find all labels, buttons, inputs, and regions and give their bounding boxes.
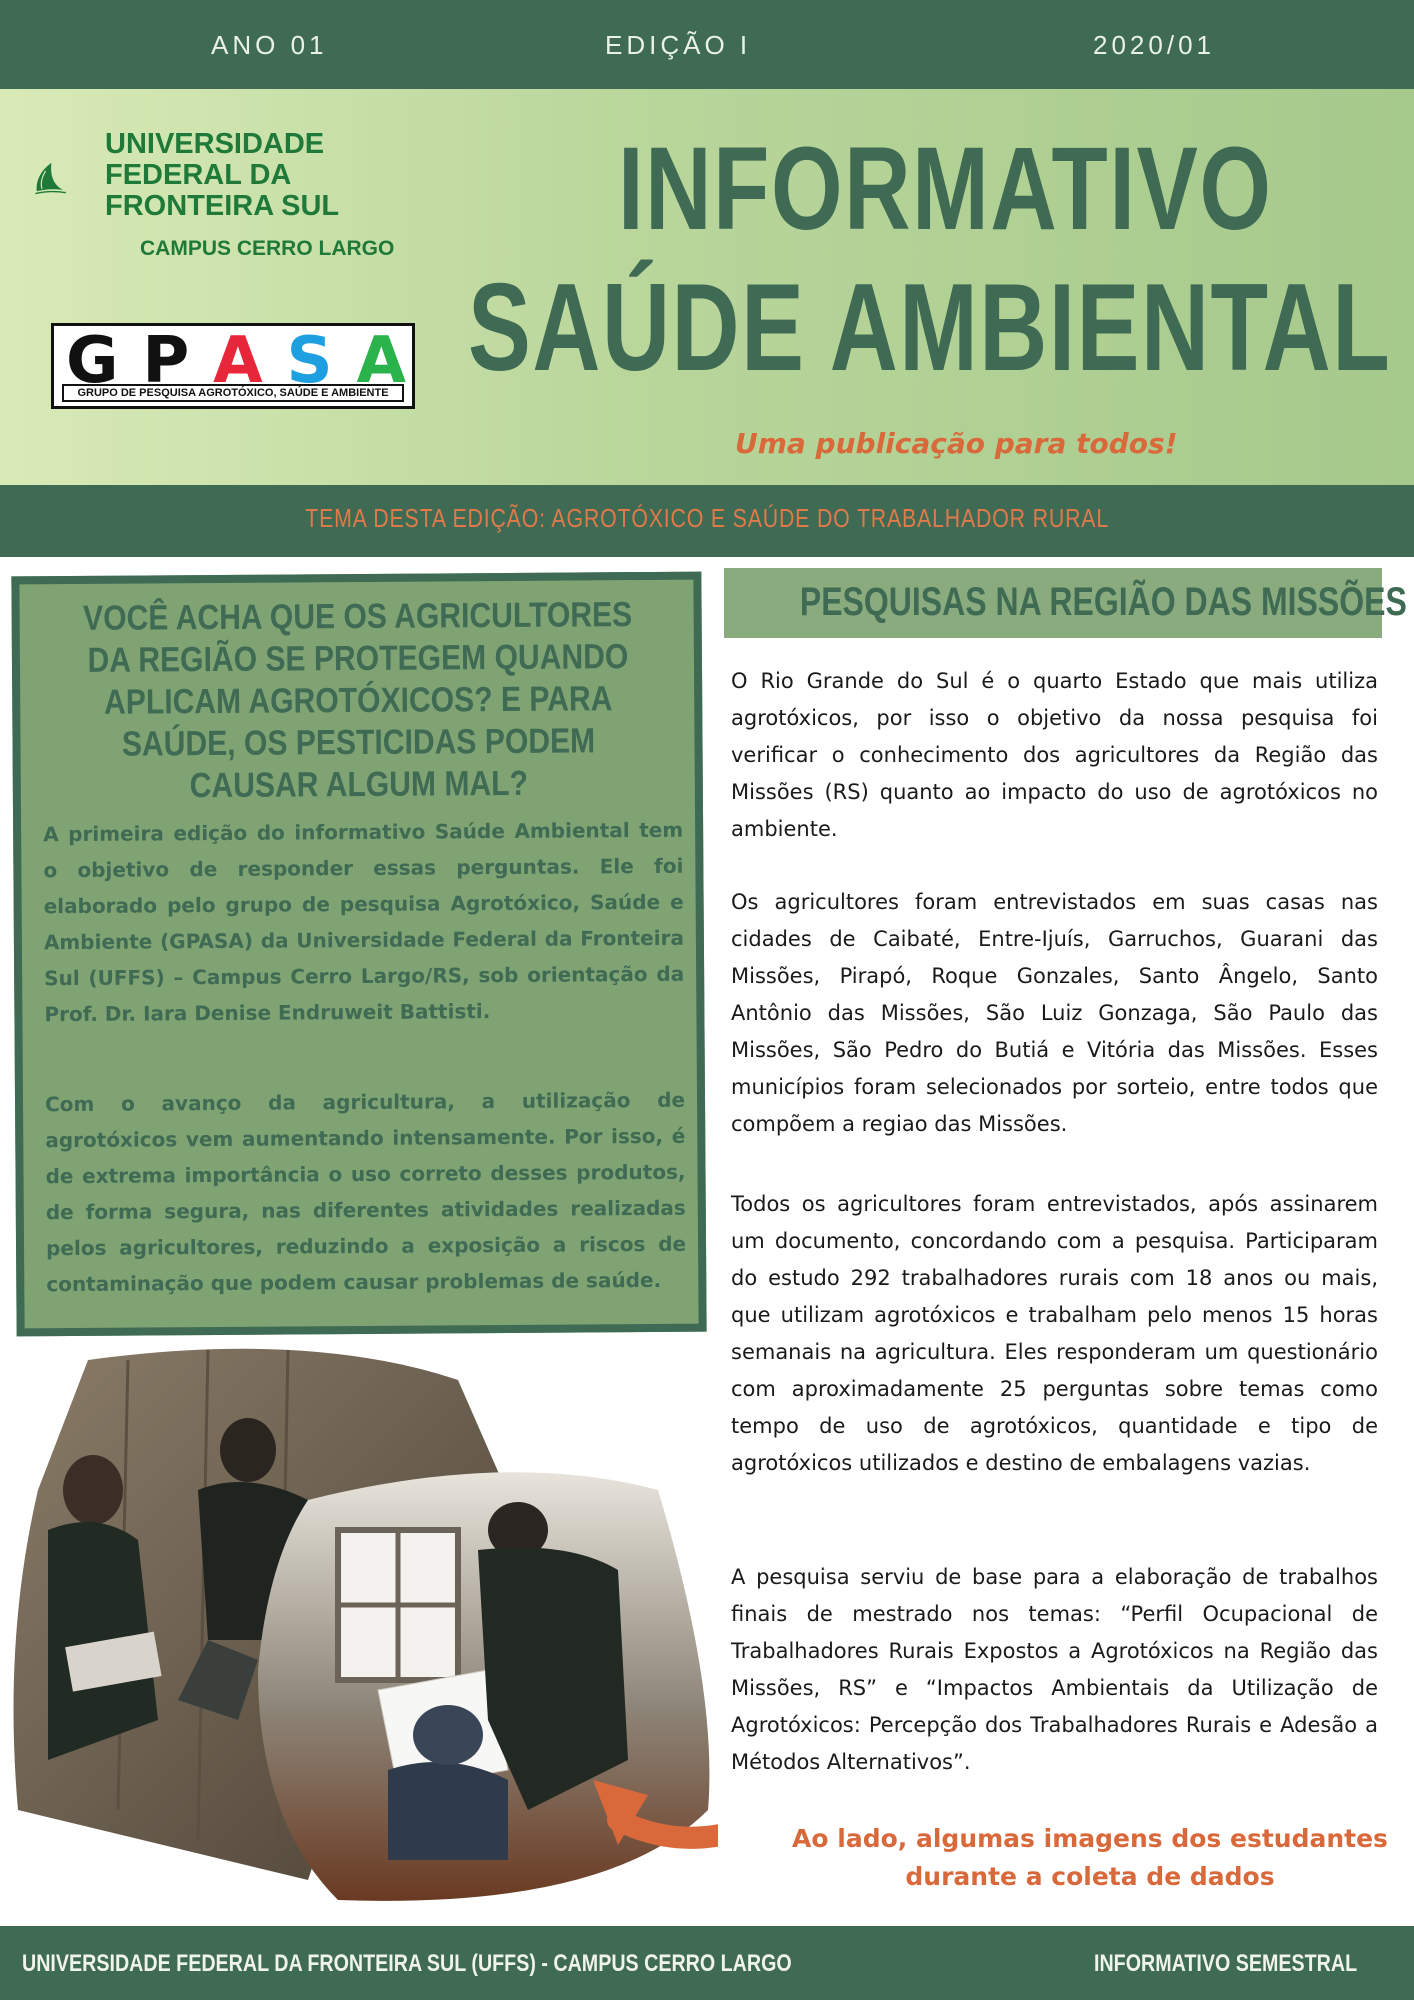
edition-label: EDIÇÃO I bbox=[605, 30, 752, 60]
title-line-1: INFORMATIVO bbox=[618, 123, 1273, 255]
gpasa-subtitle: GRUPO DE PESQUISA AGROTÓXICO, SAÚDE E AMBIENTE bbox=[62, 384, 404, 402]
intro-paragraph-2: Com o avanço da agricultura, a utilização de agrotóxicos vem aumentando intensamente. Por isso, é de extrema importância o uso correto desses produtos, de forma segura, nas diferentes atividades realizadas pelos agricultores, reduzindo a exposição a riscos de contaminação que podem causar problemas de saúde. bbox=[44, 1087, 687, 1297]
title-line-2: SAÚDE AMBIENTAL bbox=[468, 259, 1392, 397]
gpasa-letter: A bbox=[213, 324, 263, 398]
research-paragraph-4: A pesquisa serviu de base para a elaboração de trabalhos finais de mestrado nos temas: “Perfil Ocupacional de Trabalhadores Rurais Expostos a Agrotóxicos na Região das Missões, RS” e “Impactos Ambientais da Utilização de Agrotóxicos: Percepção dos Trabalhadores Rurais e Adesão a Métodos Alternativos”. bbox=[731, 1565, 1378, 1774]
period-label: 2020/01 bbox=[1093, 30, 1215, 60]
year-label: ANO 01 bbox=[211, 30, 328, 60]
footer-semestral: INFORMATIVO SEMESTRAL bbox=[1094, 1950, 1358, 1977]
research-paragraph-1: O Rio Grande do Sul é o quarto Estado que mais utiliza agrotóxicos, por isso o objetivo da nossa pesquisa foi verificar o conhecimento dos agricultores da Região das Missões (RS) quanto ao impacto do uso de agrotóxicos no ambiente. bbox=[731, 669, 1378, 841]
research-heading-bar bbox=[724, 568, 1407, 638]
intro-heading: VOCÊ ACHA QUE OS AGRICULTORES DA REGIÃO SE PROTEGEM QUANDO APLICAM AGROTÓXICOS? E PARA SAÚDE, OS PESTICIDAS PODEM CAUSAR ALGUM MAL? bbox=[82, 595, 633, 806]
campus-name: CAMPUS CERRO LARGO bbox=[140, 237, 395, 260]
university-name: UNIVERSIDADE FEDERAL DA FRONTEIRA SUL bbox=[105, 128, 340, 222]
photo-caption: Ao lado, algumas imagens dos estudantes durante a coleta de dados bbox=[792, 1824, 1388, 1891]
research-paragraph-2: Os agricultores foram entrevistados em suas casas nas cidades de Caibaté, Entre-Ijuís, Garruchos, Guarani das Missões, Pirapó, Roque Gonzales, Santo Ângelo, Santo Antônio das Missões, São Luiz Gonzaga, São Paulo das Missões, São Pedro do Butiá e Vitória das Missões. Esses municípios foram selecionados por sorteio, entre todos que compõem a regiao das Missões. bbox=[731, 890, 1378, 1136]
gpasa-logo bbox=[51, 323, 415, 409]
tagline: Uma publicação para todos! bbox=[735, 427, 1178, 460]
theme-bar bbox=[0, 485, 1414, 557]
top-bar bbox=[0, 0, 1414, 89]
gpasa-letter: G bbox=[66, 324, 119, 398]
footer-university: UNIVERSIDADE FEDERAL DA FRONTEIRA SUL (UFFS) - CAMPUS CERRO LARGO bbox=[22, 1950, 792, 1977]
masthead bbox=[0, 89, 1414, 485]
research-heading: PESQUISAS NA REGIÃO DAS MISSÕES bbox=[799, 580, 1407, 624]
intro-paragraph-1: A primeira edição do informativo Saúde Ambiental tem o objetivo de responder essas perguntas. Ele foi elaborado pelo grupo de pesquisa Agrotóxico, Saúde e Ambiente (GPASA) da Universidade Federal da Fronteira Sul (UFFS) – Campus Cerro Largo/RS, sob orientação da Prof. Dr. Iara Denise Endruweit Battisti. bbox=[43, 817, 685, 1027]
gpasa-letter: P bbox=[142, 324, 190, 398]
photo-collage bbox=[8, 1340, 718, 1910]
footer bbox=[0, 1926, 1414, 2000]
intro-box bbox=[11, 572, 706, 1337]
gpasa-letter: S bbox=[286, 324, 333, 398]
research-paragraph-3: Todos os agricultores foram entrevistados, após assinarem um documento, concordando com a pesquisa. Participaram do estudo 292 trabalhadores rurais com 18 anos ou mais, que utilizam agrotóxicos e trabalham pelo menos 15 horas semanais na agricultura. Eles responderam um questionário com aproximadamente 25 perguntas sobre temas como tempo de uso de agrotóxicos, quantidade e tipo de agrotóxicos utilizados e destino de embalagens vazias. bbox=[731, 1192, 1378, 1475]
theme-text: TEMA DESTA EDIÇÃO: AGROTÓXICO E SAÚDE DO TRABALHADOR RURAL bbox=[305, 503, 1109, 533]
gpasa-letter: A bbox=[356, 324, 406, 398]
